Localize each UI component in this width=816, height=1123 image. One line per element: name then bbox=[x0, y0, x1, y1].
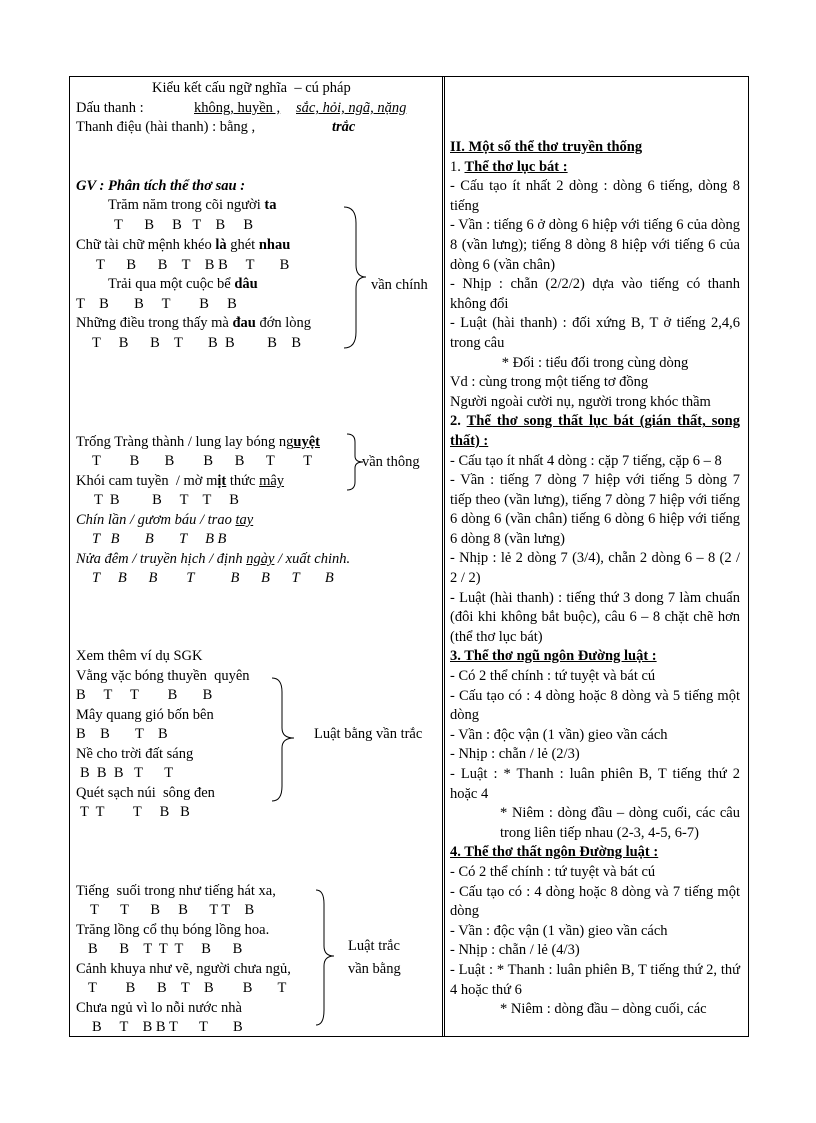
poem1-tone: T B B T B B T B bbox=[96, 257, 290, 273]
s4-item: - Luật : * Thanh : luân phiên B, T tiếng thứ 2, thứ 4 hoặc thứ 6 bbox=[450, 961, 740, 998]
poem2-label: vần thông bbox=[362, 454, 420, 470]
s4-item: - Nhịp : chẵn / lẻ (4/3) bbox=[450, 942, 580, 959]
s4-niem: * Niêm : dòng đầu – dòng cuối, các bbox=[500, 1001, 707, 1018]
dau-thanh-bang: không, huyền , bbox=[194, 100, 281, 116]
s1-item: - Cấu tạo ít nhất 2 dòng : dòng 6 tiếng, dòng 8 tiếng bbox=[450, 178, 740, 214]
poem1-tone: T B B T B B bbox=[114, 217, 253, 233]
thanh-dieu-label: Thanh điệu (hài thanh) : bằng , bbox=[76, 119, 256, 135]
poem2-italic-line: Chín lần / gươm báu / trao tay bbox=[76, 512, 254, 528]
s3-item: - Vần : độc vận (1 vần) gieo vần cách bbox=[450, 726, 668, 743]
poem3-tone: T T T B B bbox=[80, 804, 190, 820]
thanh-dieu-trac: trắc bbox=[332, 119, 356, 135]
poem4-line: Chưa ngủ vì lo nỗi nước nhà bbox=[76, 1000, 242, 1016]
poem3-line: Vằng vặc bóng thuyền quyên bbox=[76, 668, 250, 684]
s1-item: - Nhịp : chẵn (2/2/2) dựa vào tiếng có thanh không đổi bbox=[450, 276, 740, 312]
s3-item: - Luật : * Thanh : luân phiên B, T tiếng thứ 2 hoặc 4 bbox=[450, 766, 740, 802]
s3-item: - Có 2 thể chính : tứ tuyệt và bát cú bbox=[450, 668, 656, 685]
column-divider bbox=[442, 76, 445, 1037]
s1-heading: 1. Thể thơ lục bát : bbox=[450, 158, 568, 175]
dau-thanh-label: Dấu thanh : bbox=[76, 100, 144, 116]
right-column bbox=[450, 138, 740, 1020]
s2-heading: 2. Thể thơ song thất lục bát (gián thất, song thất) : bbox=[450, 413, 740, 449]
s3-niem: * Niêm : dòng đầu – dòng cuối, các câu trong liên tiếp nhau (2-3, 4-5, 6-7) bbox=[500, 805, 740, 841]
poem3-tone: B T T B B bbox=[76, 687, 213, 703]
poem1-tone: T B B T B B bbox=[76, 296, 237, 312]
poem1-tone: T B B T B B B B bbox=[92, 335, 302, 351]
poem4-line: Trăng lồng cổ thụ bóng lồng hoa. bbox=[76, 922, 270, 938]
poem2-italic-line: Nửa đêm / truyền hịch / định ngày / xuất chinh. bbox=[76, 551, 351, 567]
poem1-line: Trăm năm trong cõi người ta bbox=[108, 197, 277, 213]
gv-heading: GV : Phân tích thể thơ sau : bbox=[76, 178, 246, 194]
poem4-tone: T B B T B B T bbox=[88, 980, 287, 996]
section-title: II. Một số thể thơ truyền thống bbox=[450, 139, 643, 155]
poem4-tone: B T B B T T B bbox=[92, 1019, 243, 1035]
s1-vd2: Người ngoài cười nụ, người trong khóc thầm bbox=[450, 393, 711, 410]
dau-thanh-trac: sắc, hỏi, ngã, nặng bbox=[296, 100, 407, 116]
poem2-line: Trống Tràng thành / lung lay bóng nguyệt bbox=[76, 434, 320, 450]
s4-item: - Vần : độc vận (1 vần) gieo vần cách bbox=[450, 922, 668, 939]
s2-item: - Vần : tiếng 7 dòng 7 hiệp với tiếng 5 dòng 7 tiếp theo (vần lưng), tiếng 7 dòng 7 hiệp với tiếng 6 dòng 6 (vần chân) tiếng 6 dòng 6 hiệp với tiếng 6 dòng 8 (vần lưng) bbox=[450, 472, 740, 547]
s4-item: - Có 2 thể chính : tứ tuyệt và bát cú bbox=[450, 863, 656, 880]
s3-item: - Cấu tạo có : 4 dòng hoặc 8 dòng và 5 tiếng một dòng bbox=[450, 687, 740, 724]
poem4-label: Luật trắc bbox=[348, 938, 400, 954]
poem2-tone: T B B B B T T bbox=[92, 453, 313, 469]
s2-item: - Cấu tạo ít nhất 4 dòng : cặp 7 tiếng, cặp 6 – 8 bbox=[450, 452, 722, 469]
poem3-tone: B B T B bbox=[76, 726, 168, 742]
poem1-line: Những điều trong thấy mà đau đớn lòng bbox=[76, 315, 312, 331]
structure-title: Kiểu kết cấu ngữ nghĩa – cú pháp bbox=[152, 80, 351, 96]
poem2-line: Khói cam tuyền / mờ mịt thức mây bbox=[76, 473, 285, 489]
s3-heading: 3. Thể thơ ngũ ngôn Đường luật : bbox=[450, 648, 657, 665]
poem1-label: vần chính bbox=[371, 277, 428, 293]
poem1-line: Trải qua một cuộc bể dâu bbox=[108, 276, 258, 292]
see-more: Xem thêm ví dụ SGK bbox=[76, 648, 203, 664]
poem1-line: Chữ tài chữ mệnh khéo là ghét nhau bbox=[76, 237, 291, 253]
poem3-line: Mây quang gió bốn bên bbox=[76, 707, 214, 723]
s2-item: - Luật (hài thanh) : tiếng thứ 3 dong 7 làm chuẩn (đôi khi không bắt buộc), câu 6 – 8 chặt chẽ hơn (thể thơ lục bát) bbox=[450, 589, 740, 645]
s3-item: - Nhịp : chẵn / lẻ (2/3) bbox=[450, 746, 580, 763]
poem3-label: Luật bằng vần trắc bbox=[314, 726, 423, 742]
poem2-tone: T B B T T B bbox=[94, 492, 239, 508]
poem4-tone: B B T T T B B bbox=[88, 941, 243, 957]
poem4-line: Cảnh khuya như vẽ, người chưa ngủ, bbox=[76, 961, 291, 977]
poem4-line: Tiếng suối trong như tiếng hát xa, bbox=[76, 883, 276, 899]
poem3-tone: B B B T T bbox=[80, 765, 174, 781]
brace-icon bbox=[314, 888, 336, 1028]
s1-vd: Vd : cùng trong một tiếng tơ đồng bbox=[450, 374, 649, 391]
brace-icon bbox=[342, 205, 366, 350]
poem3-line: Quét sạch núi sông đen bbox=[76, 785, 215, 801]
s1-item: - Luật (hài thanh) : đối xứng B, T ở tiếng 2,4,6 trong câu bbox=[450, 315, 740, 351]
s4-heading: 4. Thể thơ thất ngôn Đường luật : bbox=[450, 844, 659, 861]
s4-item: - Cấu tạo có : 4 dòng hoặc 8 dòng và 7 tiếng một dòng bbox=[450, 883, 740, 920]
poem4-label: vần bằng bbox=[348, 961, 401, 977]
poem2-italic-tone: T B B T B B T B bbox=[92, 570, 334, 586]
poem3-line: Nề cho trời đất sáng bbox=[76, 746, 194, 762]
brace-icon bbox=[270, 676, 296, 804]
s1-doi: * Đối : tiểu đối trong cùng dòng bbox=[501, 354, 689, 371]
poem2-italic-tone: T B B T B B bbox=[92, 531, 227, 547]
s2-item: - Nhịp : lẻ 2 dòng 7 (3/4), chẵn 2 dòng 6 – 8 (2 / 2 / 2) bbox=[450, 550, 740, 587]
s1-item: - Vần : tiếng 6 ở dòng 6 hiệp với tiếng 6 của dòng 8 (vần lưng); tiếng 8 dòng 8 hiệp với tiếng 6 của dòng 6 (vần chân) bbox=[450, 217, 740, 273]
poem4-tone: T T B B T T B bbox=[90, 902, 255, 918]
